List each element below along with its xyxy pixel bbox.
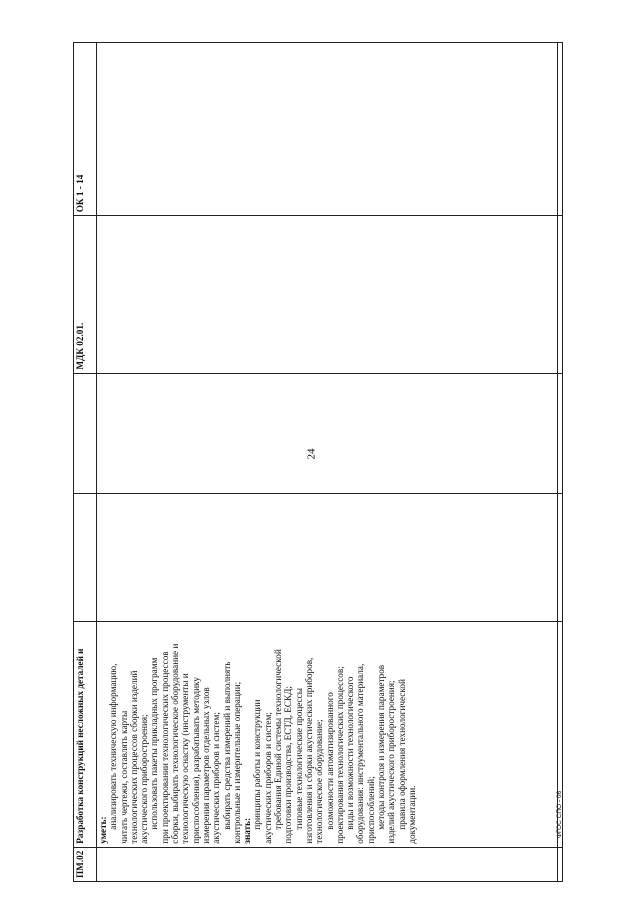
- body-empty-cell-1: [97, 494, 563, 622]
- body-empty-mdk-cell: [97, 216, 563, 373]
- table-grid: [73, 42, 563, 882]
- text-line: возможности автоматизированного: [324, 692, 335, 830]
- module-title-line: Разработка конструкций несложных деталей и: [75, 648, 85, 844]
- body-empty-ok-cell: [97, 43, 563, 216]
- text-line: методы контроля и измерения параметров: [376, 664, 387, 830]
- text-line: контрольные и измерительные операции;: [231, 681, 242, 844]
- text-line: приспособлений;: [365, 776, 376, 844]
- mdk-code-cell: МДК 02.01.: [74, 216, 97, 373]
- text-line: выбирать средства измерений и выполнять: [221, 661, 232, 830]
- text-line: использовать пакеты прикладных программ: [149, 657, 160, 830]
- text-line: технологическое оборудование;: [314, 719, 325, 844]
- page-number: 24: [305, 448, 318, 460]
- text-line: при проектировании технологических процессов: [159, 651, 170, 844]
- competency-table: [73, 42, 558, 882]
- skills-knowledge-text: [98, 625, 417, 843]
- text-line: технологических процессов сборки изделий: [128, 670, 139, 844]
- text-line: правила оформления технологической: [396, 679, 407, 830]
- module-title: [75, 625, 85, 843]
- table-row-body: [97, 43, 563, 882]
- text-line: изготовления и сборки акустических приборов,: [303, 657, 314, 844]
- text-line: виды и возможности технологического: [345, 676, 356, 830]
- text-line: приспособления), разрабатывать методику: [190, 677, 201, 844]
- footer-code: ФГОС СПО - 06: [556, 790, 563, 838]
- rotated-table-content: [73, 42, 558, 882]
- text-line: типовые технологические процессы: [293, 688, 304, 830]
- text-line: знать:: [242, 817, 253, 844]
- ok-code-cell: ОК 1 - 14: [74, 43, 97, 216]
- module-title-cell: [74, 622, 97, 847]
- text-line: акустических приборов и систем;: [262, 712, 273, 844]
- text-line: анализировать техническую информацию,: [108, 663, 119, 830]
- module-code-cell: ПМ.02: [74, 847, 97, 881]
- text-line: оборудования: инструментального материала,: [355, 663, 366, 844]
- empty-cell-2: [74, 373, 97, 494]
- skills-knowledge-cell: [97, 622, 563, 847]
- text-line: читать чертежи, составлять карты: [118, 710, 129, 844]
- table-row-header: [74, 43, 97, 882]
- text-line: изделий акустического приборостроения;: [386, 680, 397, 844]
- text-line: технологическую оснастку (инструменты и: [180, 673, 191, 844]
- text-line: проектирования технологических процессов;: [334, 666, 345, 844]
- body-empty-code-cell: [97, 847, 563, 881]
- text-line: акустических приборов и систем;: [211, 712, 222, 844]
- text-line: требования Единой системы технологической: [273, 649, 284, 830]
- text-line: измерения параметров отдельных узлов: [200, 687, 211, 844]
- empty-cell-1: [74, 494, 97, 622]
- text-line: подготовки производства, ЕСТД, ЕСКД;: [283, 686, 294, 844]
- text-line: уметь:: [98, 816, 108, 844]
- text-line: принципы работы и конструкции: [252, 699, 263, 830]
- text-line: документации.: [406, 785, 417, 844]
- text-line: сборки, выбирать технологическое оборудование и: [170, 643, 181, 844]
- text-line: акустического приборостроения;: [139, 714, 150, 844]
- body-empty-cell-2: [97, 373, 563, 494]
